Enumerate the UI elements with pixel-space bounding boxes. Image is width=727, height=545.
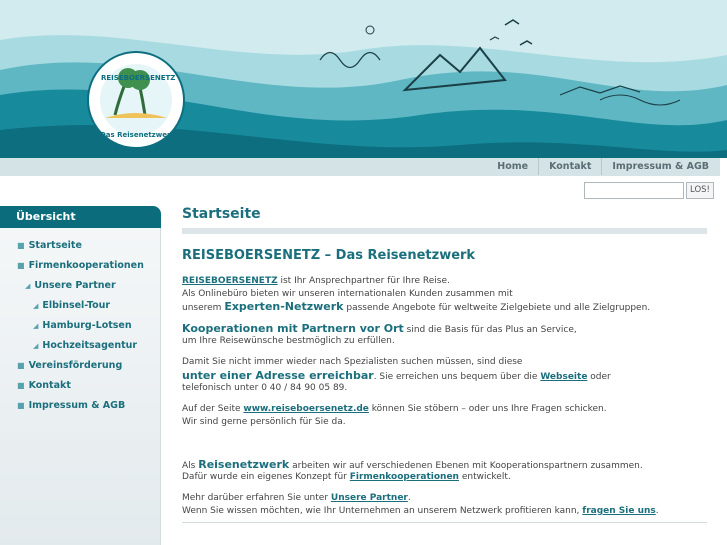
square-bullet-icon: ■ <box>17 401 25 410</box>
sidebar-item-startseite[interactable]: ■ Startseite <box>17 240 82 251</box>
square-bullet-icon: ■ <box>17 381 25 390</box>
triangle-bullet-icon: ◢ <box>33 322 39 330</box>
reiseboersenetz-link[interactable]: REISEBOERSENETZ <box>182 276 278 286</box>
square-bullet-icon: ■ <box>17 241 25 250</box>
search-input[interactable] <box>584 182 684 199</box>
svg-text:Das Reisenetzwerk: Das Reisenetzwerk <box>100 131 176 139</box>
sidebar-item-kontakt[interactable]: ■ Kontakt <box>17 380 71 391</box>
content-divider <box>182 522 707 523</box>
sidebar-item-hochzeitsagentur[interactable]: ◢ Hochzeitsagentur <box>33 340 138 351</box>
sidebar-item-firmenkooperationen[interactable]: ■ Firmenkooperationen <box>17 260 144 271</box>
triangle-bullet-icon: ◢ <box>25 282 31 290</box>
paragraph-2-line-2: um Ihre Reisewünsche bestmöglich zu erfüllen. <box>182 336 395 346</box>
sidebar-item-hamburg-lotsen[interactable]: ◢ Hamburg-Lotsen <box>33 320 132 331</box>
firmenkooperationen-link[interactable]: Firmenkooperationen <box>349 472 459 482</box>
paragraph-5-line-1: Als Reisenetzwerk arbeiten wir auf verschiedenen Ebenen mit Kooperationspartnern zusammen. <box>182 458 643 471</box>
paragraph-6-line-1: Mehr darüber erfahren Sie unter Unsere Partner. <box>182 493 411 503</box>
square-bullet-icon: ■ <box>17 261 25 270</box>
nav-impressum[interactable]: Impressum & AGB <box>601 158 719 175</box>
sidebar-item-impressum[interactable]: ■ Impressum & AGB <box>17 400 126 411</box>
sidebar-item-elbinsel-tour[interactable]: ◢ Elbinsel-Tour <box>33 300 111 311</box>
paragraph-5-line-2: Dafür wurde ein eigenes Konzept für Firmenkooperationen entwickelt. <box>182 472 511 482</box>
page-title: Startseite <box>182 206 261 222</box>
paragraph-4-line-2: Wir sind gerne persönlich für Sie da. <box>182 417 346 427</box>
paragraph-6-line-2: Wenn Sie wissen möchten, wie Ihr Unternehmen an unserem Netzwerk profitieren kann, fragen Sie uns. <box>182 506 659 516</box>
paragraph-3-line-3: telefonisch unter 0 40 / 84 90 05 89. <box>182 383 348 393</box>
square-bullet-icon: ■ <box>17 361 25 370</box>
svg-text:REISEBOERSENETZ: REISEBOERSENETZ <box>101 74 176 82</box>
website-url-link[interactable]: www.reiseboersenetz.de <box>243 404 369 414</box>
header-artwork <box>0 0 727 158</box>
paragraph-3-line-2: unter einer Adresse erreichbar. Sie erreichen uns bequem über die Webseite oder <box>182 369 611 382</box>
paragraph-1-line-1: REISEBOERSENETZ ist Ihr Ansprechpartner für Ihre Reise. <box>182 276 450 286</box>
paragraph-4-line-1: Auf der Seite www.reiseboersenetz.de können Sie stöbern – oder uns Ihre Fragen schicken. <box>182 404 607 414</box>
paragraph-1-line-3: unserem Experten-Netzwerk passende Angebote für weltweite Zielgebiete und alle Zielgruppen. <box>182 300 651 313</box>
triangle-bullet-icon: ◢ <box>33 302 39 310</box>
sidebar-item-unsere-partner[interactable]: ◢ Unsere Partner <box>25 280 116 291</box>
header-banner <box>0 0 727 158</box>
paragraph-1-line-2: Als Onlinebüro bieten wir unseren internationalen Kunden zusammen mit <box>182 289 513 299</box>
nav-kontakt[interactable]: Kontakt <box>538 158 601 175</box>
sidebar-item-vereinsfoerderung[interactable]: ■ Vereinsförderung <box>17 360 123 371</box>
paragraph-2-line-1: Kooperationen mit Partnern vor Ort sind die Basis für das Plus an Service, <box>182 322 577 335</box>
nav-home[interactable]: Home <box>497 161 529 172</box>
sidebar-title: Übersicht <box>0 206 161 228</box>
webseite-link[interactable]: Webseite <box>540 372 588 382</box>
top-nav <box>487 158 719 175</box>
unsere-partner-link[interactable]: Unsere Partner <box>330 493 408 503</box>
search-button[interactable]: LOS! <box>686 182 714 199</box>
triangle-bullet-icon: ◢ <box>33 342 39 350</box>
paragraph-3-line-1: Damit Sie nicht immer wieder nach Spezialisten suchen müssen, sind diese <box>182 357 523 367</box>
main-heading: REISEBOERSENETZ – Das Reisenetzwerk <box>182 248 476 263</box>
fragen-sie-uns-link[interactable]: fragen Sie uns <box>582 506 656 516</box>
title-divider <box>182 228 707 234</box>
